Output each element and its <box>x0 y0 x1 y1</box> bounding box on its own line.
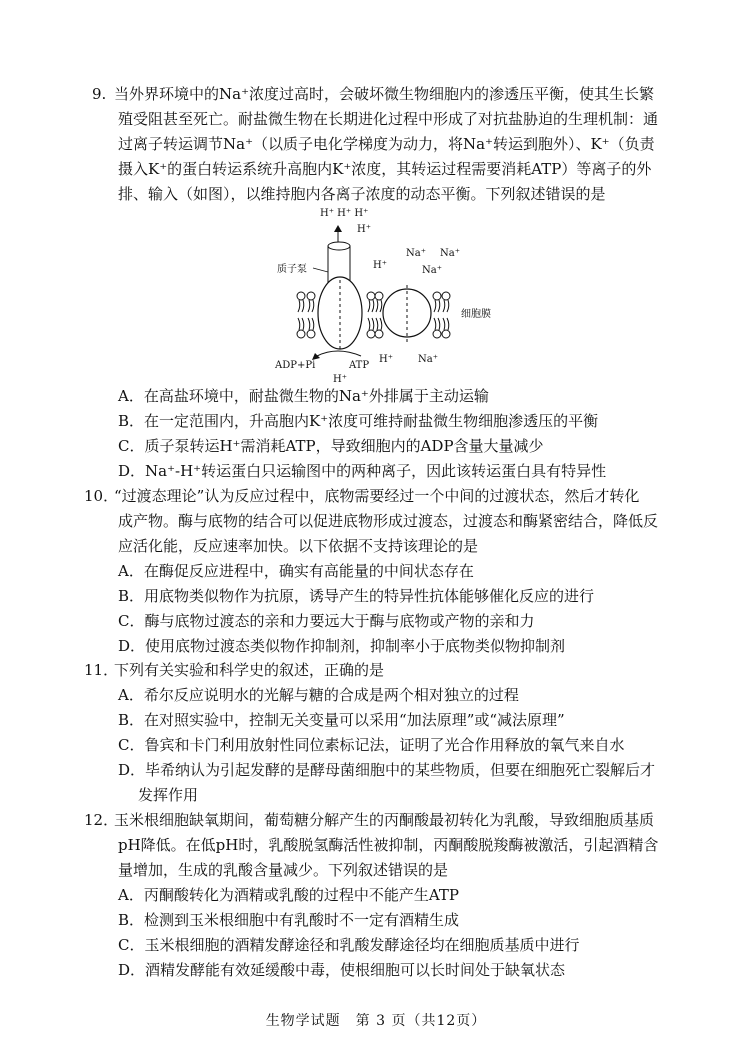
option-a[interactable]: A．在酶促反应进程中，确实有高能量的中间状态存在 <box>118 562 474 580</box>
diagram-label: H⁺ <box>379 354 393 365</box>
adp-label: ADP+Pi <box>275 360 316 371</box>
diagram-label: Na⁺ <box>422 265 442 276</box>
question-number: 11． <box>84 661 119 679</box>
arrow-head <box>312 353 320 360</box>
option-d[interactable]: D．使用底物过渡态类似物作抑制剂，抑制率小于底物类似物抑制剂 <box>118 637 566 655</box>
question-stem-line: 殖受阻甚至死亡。耐盐微生物在长期进化过程中形成了对抗盐胁迫的生理机制：通 <box>118 110 659 128</box>
option-d[interactable]: D．酒精发酵能有效延缓酸中毒，使根细胞可以长时间处于缺氧状态 <box>118 961 566 979</box>
membrane-lipids-right <box>433 292 450 338</box>
atp-label: ATP <box>349 360 370 371</box>
atp-hydrolysis-arc <box>317 351 361 356</box>
question-number: 10． <box>84 487 119 505</box>
membrane-lipids-middle <box>367 292 383 338</box>
option-a[interactable]: A．丙酮酸转化为酒精或乳酸的过程中不能产生ATP <box>118 886 459 904</box>
arrow-head <box>334 225 342 232</box>
option-c[interactable]: C．鲁宾和卡门利用放射性同位素标记法，证明了光合作用释放的氧气来自水 <box>118 736 625 754</box>
option-d[interactable]: D．Na⁺-H⁺转运蛋白只运输图中的两种离子，因此该转运蛋白具有特异性 <box>118 462 607 480</box>
question-stem-line: 排、输入（如图），以维持胞内各离子浓度的动态平衡。下列叙述错误的是 <box>118 185 606 203</box>
question-stem-line: 摄入K⁺的蛋白转运系统升高胞内K⁺浓度，其转运过程需要消耗ATP）等离子的外 <box>118 160 652 178</box>
question-number: 12． <box>84 811 119 829</box>
question-stem-line: 成产物。酶与底物的结合可以促进底物形成过渡态，过渡态和酶紧密结合，降低反 <box>118 512 659 530</box>
question-number: 9. <box>92 85 107 103</box>
option-b[interactable]: B．检测到玉米根细胞中有乳酸时不一定有酒精生成 <box>118 911 460 929</box>
question-stem-line: 玉米根细胞缺氧期间，葡萄糖分解产生的丙酮酸最初转化为乳酸，导致细胞质基质 <box>114 811 655 829</box>
question-stem-line: 量增加，生成的乳酸含量减少。下列叙述错误的是 <box>118 861 449 879</box>
diagram-label: Na⁺ <box>406 248 426 259</box>
question-stem-line: 应活化能，反应速率加快。以下依据不支持该理论的是 <box>118 537 479 555</box>
membrane-label: 细胞膜 <box>461 309 491 320</box>
option-a[interactable]: A．希尔反应说明水的光解与糖的合成是两个相对独立的过程 <box>118 686 519 704</box>
proton-pump-label: 质子泵 <box>277 264 307 275</box>
diagram-label: H⁺ <box>373 260 387 271</box>
membrane-transport-diagram <box>265 200 515 388</box>
diagram-label: Na⁺ <box>418 354 438 365</box>
question-stem-line: pH降低。在低pH时，乳酸脱氢酶活性被抑制，丙酮酸脱羧酶被激活，引起酒精含 <box>118 836 659 854</box>
membrane-lipids-left <box>297 292 315 338</box>
question-stem-line: 当外界环境中的Na⁺浓度过高时，会破坏微生物细胞内的渗透压平衡，使其生长繁 <box>114 85 654 103</box>
diagram-label: H⁺ <box>333 374 347 385</box>
question-stem-line: “过渡态理论”认为反应过程中，底物需要经过一个中间的过渡状态，然后才转化 <box>114 487 640 505</box>
page-footer: 生物学试题 第 3 页（共12页） <box>265 1013 487 1029</box>
proton-pump-top <box>328 242 350 250</box>
label-pointer <box>313 268 328 272</box>
option-d[interactable]: D．毕希纳认为引起发酵的是酵母菌细胞中的某些物质，但要在细胞死亡裂解后才 <box>118 761 656 779</box>
diagram-label: Na⁺ <box>440 248 460 259</box>
option-d-continuation: 发挥作用 <box>138 786 199 804</box>
diagram-label: H⁺ <box>357 224 371 235</box>
option-a[interactable]: A．在高盐环境中，耐盐微生物的Na⁺外排属于主动运输 <box>118 387 489 405</box>
option-b[interactable]: B．用底物类似物作为抗原，诱导产生的特异性抗体能够催化反应的进行 <box>118 587 595 605</box>
option-b[interactable]: B．在一定范围内，升高胞内K⁺浓度可维持耐盐微生物细胞渗透压的平衡 <box>118 412 599 430</box>
diagram-label: H⁺ H⁺ H⁺ <box>320 208 369 219</box>
option-b[interactable]: B．在对照实验中，控制无关变量可以采用“加法原理”或“减法原理” <box>118 711 565 729</box>
option-c[interactable]: C．质子泵转运H⁺需消耗ATP，导致细胞内的ADP含量大量减少 <box>118 437 544 455</box>
option-c[interactable]: C．酶与底物过渡态的亲和力要远大于酶与底物或产物的亲和力 <box>118 612 535 630</box>
question-stem-line: 过离子转运调节Na⁺（以质子电化学梯度为动力，将Na⁺转运到胞外）、K⁺（负责 <box>118 135 655 153</box>
question-stem-line: 下列有关实验和科学史的叙述，正确的是 <box>114 661 385 679</box>
option-c[interactable]: C．玉米根细胞的酒精发酵途径和乳酸发酵途径均在细胞质基质中进行 <box>118 936 580 954</box>
